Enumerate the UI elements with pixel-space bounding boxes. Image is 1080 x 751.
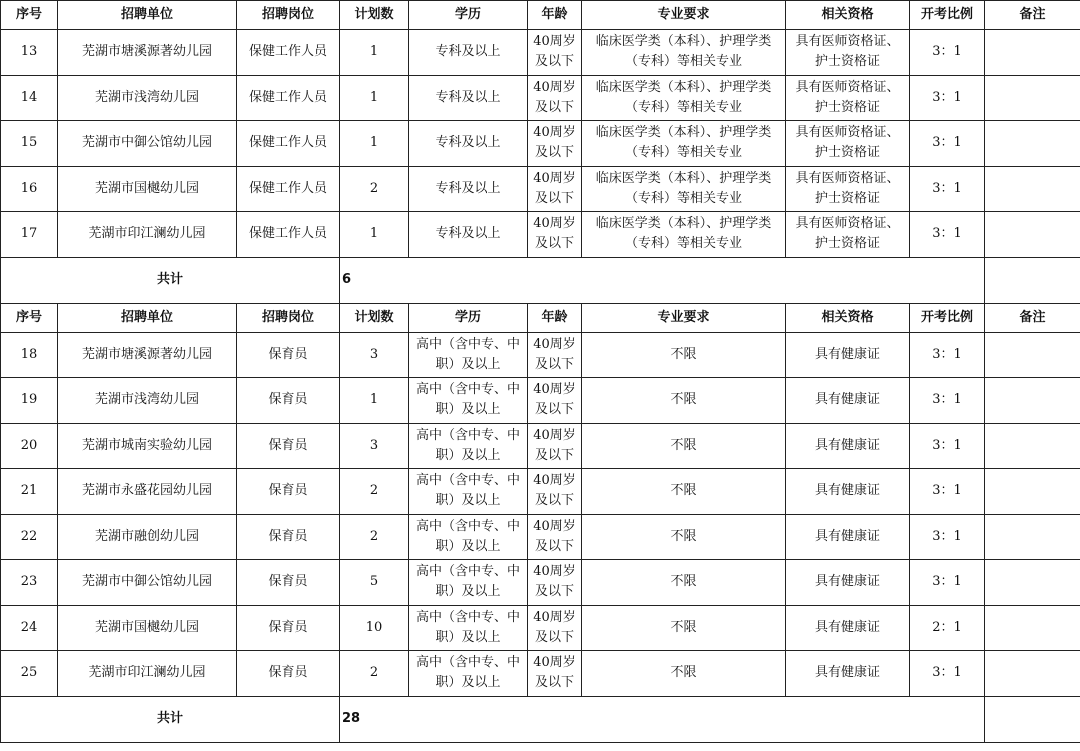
cell-plan-count: 1 bbox=[340, 30, 409, 76]
column-header-index: 序号 bbox=[1, 1, 58, 30]
cell-position: 保育员 bbox=[237, 469, 340, 515]
cell-major: 不限 bbox=[582, 469, 786, 515]
cell-major: 临床医学类（本科）、护理学类 （专科）等相关专业 bbox=[582, 212, 786, 258]
total-remarks-cell bbox=[985, 696, 1080, 742]
cell-plan-count: 1 bbox=[340, 378, 409, 424]
cell-age: 40周岁 及以下 bbox=[528, 378, 582, 424]
cell-plan-count: 2 bbox=[340, 514, 409, 560]
cell-remarks bbox=[985, 651, 1080, 697]
cell-exam-ratio: 3：1 bbox=[910, 212, 985, 258]
cell-plan-count: 1 bbox=[340, 121, 409, 167]
cell-exam-ratio: 3：1 bbox=[910, 423, 985, 469]
cell-unit: 芜湖市浅湾幼儿园 bbox=[58, 75, 237, 121]
cell-index: 17 bbox=[1, 212, 58, 258]
cell-unit: 芜湖市塘溪源著幼儿园 bbox=[58, 30, 237, 76]
cell-age: 40周岁 及以下 bbox=[528, 560, 582, 606]
cell-exam-ratio: 3：1 bbox=[910, 30, 985, 76]
cell-remarks bbox=[985, 75, 1080, 121]
cell-remarks bbox=[985, 423, 1080, 469]
cell-education: 高中（含中专、中 职）及以上 bbox=[409, 378, 528, 424]
column-header-age: 年龄 bbox=[528, 303, 582, 332]
cell-age: 40周岁 及以下 bbox=[528, 605, 582, 651]
cell-major: 不限 bbox=[582, 332, 786, 378]
cell-education: 高中（含中专、中 职）及以上 bbox=[409, 332, 528, 378]
cell-qualification: 具有健康证 bbox=[786, 560, 910, 606]
column-header-remarks: 备注 bbox=[985, 1, 1080, 30]
cell-education: 高中（含中专、中 职）及以上 bbox=[409, 423, 528, 469]
cell-plan-count: 2 bbox=[340, 651, 409, 697]
cell-age: 40周岁 及以下 bbox=[528, 332, 582, 378]
cell-exam-ratio: 3：1 bbox=[910, 514, 985, 560]
cell-index: 22 bbox=[1, 514, 58, 560]
cell-qualification: 具有医师资格证、 护士资格证 bbox=[786, 30, 910, 76]
cell-index: 23 bbox=[1, 560, 58, 606]
cell-age: 40周岁 及以下 bbox=[528, 212, 582, 258]
cell-age: 40周岁 及以下 bbox=[528, 75, 582, 121]
cell-qualification: 具有健康证 bbox=[786, 651, 910, 697]
cell-major: 临床医学类（本科）、护理学类 （专科）等相关专业 bbox=[582, 30, 786, 76]
cell-exam-ratio: 3：1 bbox=[910, 560, 985, 606]
cell-position: 保健工作人员 bbox=[237, 166, 340, 212]
total-row bbox=[1, 696, 1080, 742]
cell-unit: 芜湖市印江澜幼儿园 bbox=[58, 651, 237, 697]
cell-position: 保育员 bbox=[237, 332, 340, 378]
total-label: 共计 bbox=[1, 257, 340, 303]
cell-unit: 芜湖市浅湾幼儿园 bbox=[58, 378, 237, 424]
cell-unit: 芜湖市国樾幼儿园 bbox=[58, 166, 237, 212]
cell-unit: 芜湖市融创幼儿园 bbox=[58, 514, 237, 560]
table-row bbox=[1, 560, 1080, 606]
column-header-exam-ratio: 开考比例 bbox=[910, 303, 985, 332]
cell-unit: 芜湖市国樾幼儿园 bbox=[58, 605, 237, 651]
cell-position: 保育员 bbox=[237, 605, 340, 651]
cell-index: 20 bbox=[1, 423, 58, 469]
total-label: 共计 bbox=[1, 696, 340, 742]
cell-age: 40周岁 及以下 bbox=[528, 651, 582, 697]
cell-remarks bbox=[985, 514, 1080, 560]
cell-education: 高中（含中专、中 职）及以上 bbox=[409, 605, 528, 651]
column-header-plan-count: 计划数 bbox=[340, 303, 409, 332]
column-header-qualification: 相关资格 bbox=[786, 303, 910, 332]
cell-qualification: 具有健康证 bbox=[786, 332, 910, 378]
cell-age: 40周岁 及以下 bbox=[528, 423, 582, 469]
cell-index: 25 bbox=[1, 651, 58, 697]
cell-plan-count: 1 bbox=[340, 75, 409, 121]
cell-education: 高中（含中专、中 职）及以上 bbox=[409, 560, 528, 606]
cell-qualification: 具有健康证 bbox=[786, 514, 910, 560]
cell-unit: 芜湖市永盛花园幼儿园 bbox=[58, 469, 237, 515]
cell-qualification: 具有医师资格证、 护士资格证 bbox=[786, 121, 910, 167]
cell-index: 19 bbox=[1, 378, 58, 424]
cell-qualification: 具有医师资格证、 护士资格证 bbox=[786, 75, 910, 121]
cell-unit: 芜湖市塘溪源著幼儿园 bbox=[58, 332, 237, 378]
cell-unit: 芜湖市印江澜幼儿园 bbox=[58, 212, 237, 258]
cell-exam-ratio: 3：1 bbox=[910, 469, 985, 515]
table-row bbox=[1, 121, 1080, 167]
cell-education: 专科及以上 bbox=[409, 212, 528, 258]
cell-index: 14 bbox=[1, 75, 58, 121]
cell-major: 不限 bbox=[582, 651, 786, 697]
cell-unit: 芜湖市中御公馆幼儿园 bbox=[58, 121, 237, 167]
column-header-major: 专业要求 bbox=[582, 1, 786, 30]
total-value: 6 bbox=[340, 257, 985, 303]
column-header-remarks: 备注 bbox=[985, 303, 1080, 332]
cell-major: 不限 bbox=[582, 423, 786, 469]
cell-age: 40周岁 及以下 bbox=[528, 121, 582, 167]
column-header-qualification: 相关资格 bbox=[786, 1, 910, 30]
cell-plan-count: 1 bbox=[340, 212, 409, 258]
cell-position: 保育员 bbox=[237, 560, 340, 606]
cell-plan-count: 3 bbox=[340, 332, 409, 378]
cell-position: 保健工作人员 bbox=[237, 30, 340, 76]
cell-age: 40周岁 及以下 bbox=[528, 30, 582, 76]
table-row bbox=[1, 514, 1080, 560]
cell-remarks bbox=[985, 121, 1080, 167]
cell-plan-count: 2 bbox=[340, 166, 409, 212]
cell-unit: 芜湖市城南实验幼儿园 bbox=[58, 423, 237, 469]
column-header-plan-count: 计划数 bbox=[340, 1, 409, 30]
cell-major: 不限 bbox=[582, 605, 786, 651]
cell-major: 临床医学类（本科）、护理学类 （专科）等相关专业 bbox=[582, 75, 786, 121]
cell-exam-ratio: 3：1 bbox=[910, 378, 985, 424]
cell-age: 40周岁 及以下 bbox=[528, 514, 582, 560]
table-row bbox=[1, 423, 1080, 469]
cell-education: 专科及以上 bbox=[409, 166, 528, 212]
table-row bbox=[1, 651, 1080, 697]
table-row bbox=[1, 332, 1080, 378]
cell-qualification: 具有健康证 bbox=[786, 605, 910, 651]
cell-age: 40周岁 及以下 bbox=[528, 469, 582, 515]
cell-index: 21 bbox=[1, 469, 58, 515]
header-row bbox=[1, 303, 1080, 332]
header-row bbox=[1, 1, 1080, 30]
table-row bbox=[1, 166, 1080, 212]
cell-exam-ratio: 3：1 bbox=[910, 651, 985, 697]
table-row bbox=[1, 469, 1080, 515]
table-row bbox=[1, 75, 1080, 121]
column-header-index: 序号 bbox=[1, 303, 58, 332]
cell-education: 高中（含中专、中 职）及以上 bbox=[409, 514, 528, 560]
cell-plan-count: 5 bbox=[340, 560, 409, 606]
total-value: 28 bbox=[340, 696, 985, 742]
cell-qualification: 具有健康证 bbox=[786, 378, 910, 424]
table-row bbox=[1, 378, 1080, 424]
cell-remarks bbox=[985, 605, 1080, 651]
cell-remarks bbox=[985, 166, 1080, 212]
cell-position: 保育员 bbox=[237, 378, 340, 424]
column-header-unit: 招聘单位 bbox=[58, 303, 237, 332]
cell-qualification: 具有医师资格证、 护士资格证 bbox=[786, 166, 910, 212]
cell-education: 专科及以上 bbox=[409, 75, 528, 121]
cell-position: 保育员 bbox=[237, 514, 340, 560]
cell-exam-ratio: 2：1 bbox=[910, 605, 985, 651]
cell-education: 高中（含中专、中 职）及以上 bbox=[409, 651, 528, 697]
cell-position: 保健工作人员 bbox=[237, 75, 340, 121]
column-header-exam-ratio: 开考比例 bbox=[910, 1, 985, 30]
column-header-education: 学历 bbox=[409, 1, 528, 30]
cell-qualification: 具有健康证 bbox=[786, 469, 910, 515]
cell-unit: 芜湖市中御公馆幼儿园 bbox=[58, 560, 237, 606]
cell-plan-count: 3 bbox=[340, 423, 409, 469]
cell-major: 不限 bbox=[582, 560, 786, 606]
cell-remarks bbox=[985, 560, 1080, 606]
cell-education: 专科及以上 bbox=[409, 30, 528, 76]
cell-position: 保育员 bbox=[237, 423, 340, 469]
table-row bbox=[1, 212, 1080, 258]
column-header-age: 年龄 bbox=[528, 1, 582, 30]
cell-remarks bbox=[985, 212, 1080, 258]
cell-remarks bbox=[985, 30, 1080, 76]
total-remarks-cell bbox=[985, 257, 1080, 303]
cell-exam-ratio: 3：1 bbox=[910, 75, 985, 121]
column-header-position: 招聘岗位 bbox=[237, 303, 340, 332]
column-header-position: 招聘岗位 bbox=[237, 1, 340, 30]
cell-index: 24 bbox=[1, 605, 58, 651]
column-header-unit: 招聘单位 bbox=[58, 1, 237, 30]
cell-major: 临床医学类（本科）、护理学类 （专科）等相关专业 bbox=[582, 166, 786, 212]
cell-age: 40周岁 及以下 bbox=[528, 166, 582, 212]
cell-major: 不限 bbox=[582, 514, 786, 560]
cell-major: 临床医学类（本科）、护理学类 （专科）等相关专业 bbox=[582, 121, 786, 167]
cell-position: 保健工作人员 bbox=[237, 212, 340, 258]
total-row bbox=[1, 257, 1080, 303]
cell-remarks bbox=[985, 469, 1080, 515]
cell-remarks bbox=[985, 378, 1080, 424]
table-row bbox=[1, 605, 1080, 651]
cell-position: 保健工作人员 bbox=[237, 121, 340, 167]
cell-index: 18 bbox=[1, 332, 58, 378]
cell-remarks bbox=[985, 332, 1080, 378]
column-header-education: 学历 bbox=[409, 303, 528, 332]
table-row bbox=[1, 30, 1080, 76]
cell-plan-count: 10 bbox=[340, 605, 409, 651]
cell-exam-ratio: 3：1 bbox=[910, 121, 985, 167]
cell-plan-count: 2 bbox=[340, 469, 409, 515]
cell-exam-ratio: 3：1 bbox=[910, 166, 985, 212]
cell-exam-ratio: 3：1 bbox=[910, 332, 985, 378]
cell-position: 保育员 bbox=[237, 651, 340, 697]
cell-qualification: 具有健康证 bbox=[786, 423, 910, 469]
cell-index: 15 bbox=[1, 121, 58, 167]
cell-major: 不限 bbox=[582, 378, 786, 424]
cell-qualification: 具有医师资格证、 护士资格证 bbox=[786, 212, 910, 258]
cell-education: 专科及以上 bbox=[409, 121, 528, 167]
column-header-major: 专业要求 bbox=[582, 303, 786, 332]
cell-education: 高中（含中专、中 职）及以上 bbox=[409, 469, 528, 515]
cell-index: 13 bbox=[1, 30, 58, 76]
cell-index: 16 bbox=[1, 166, 58, 212]
